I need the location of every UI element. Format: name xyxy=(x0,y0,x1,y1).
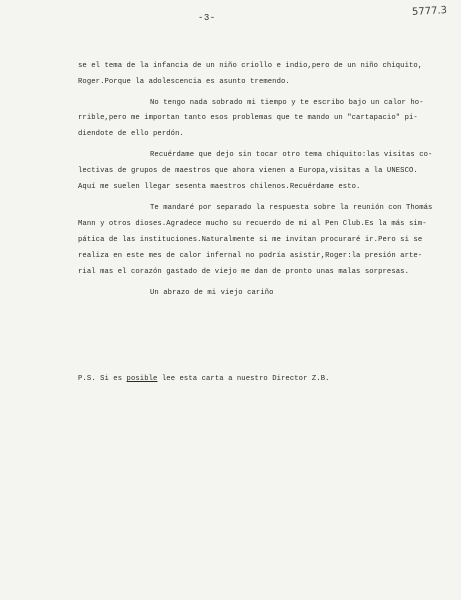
page-number: -3- xyxy=(198,13,216,23)
postscript-suffix: lee esta carta a nuestro Director Z.B. xyxy=(157,375,330,383)
body-line: realiza en este mes de calor infernal no podría asistir,Roger:la presión arte- xyxy=(78,252,423,260)
postscript-underlined-word: posible xyxy=(126,375,158,383)
body-line: Aquí me suelen llegar sesenta maestros chilenos.Recuérdame esto. xyxy=(78,183,361,191)
body-line: rrible,pero me importan tanto esos problemas que te mando un "cartapacio" pi- xyxy=(78,114,418,122)
postscript-prefix: P.S. Si es xyxy=(78,375,127,383)
body-line: lectivas de grupos de maestros que ahora vienen a Europa,visitas a la UNESCO. xyxy=(78,167,418,175)
body-line: Recuérdame que dejo sin tocar otro tema chiquito:las visitas co- xyxy=(150,151,433,159)
body-line: Mann y otros dioses.Agradece mucho su recuerdo de mí al Pen Club.Es la más sim- xyxy=(78,220,427,228)
body-line: Roger.Porque la adolescencia es asunto tremendo. xyxy=(78,78,290,86)
body-line: No tengo nada sobrado mi tiempo y te escribo bajo un calor ho- xyxy=(150,99,424,107)
body-line: diendote de ello perdón. xyxy=(78,130,184,138)
body-line: se el tema de la infancia de un niño criollo e indio,pero de un niño chiquito, xyxy=(78,62,423,70)
body-line: pática de las instituciones.Naturalmente si me invitan procuraré ir.Pero si se xyxy=(78,236,423,244)
body-line: rial mas el corazón gastado de viejo me dan de pronto unas malas sorpresas. xyxy=(78,268,409,276)
postscript xyxy=(78,375,330,383)
closing-line: Un abrazo de mi viejo cariño xyxy=(150,289,274,297)
body-line: Te mandaré por separado la respuesta sobre la reunión con Thomás xyxy=(150,204,433,212)
archive-reference: 5777.3 xyxy=(411,5,448,18)
